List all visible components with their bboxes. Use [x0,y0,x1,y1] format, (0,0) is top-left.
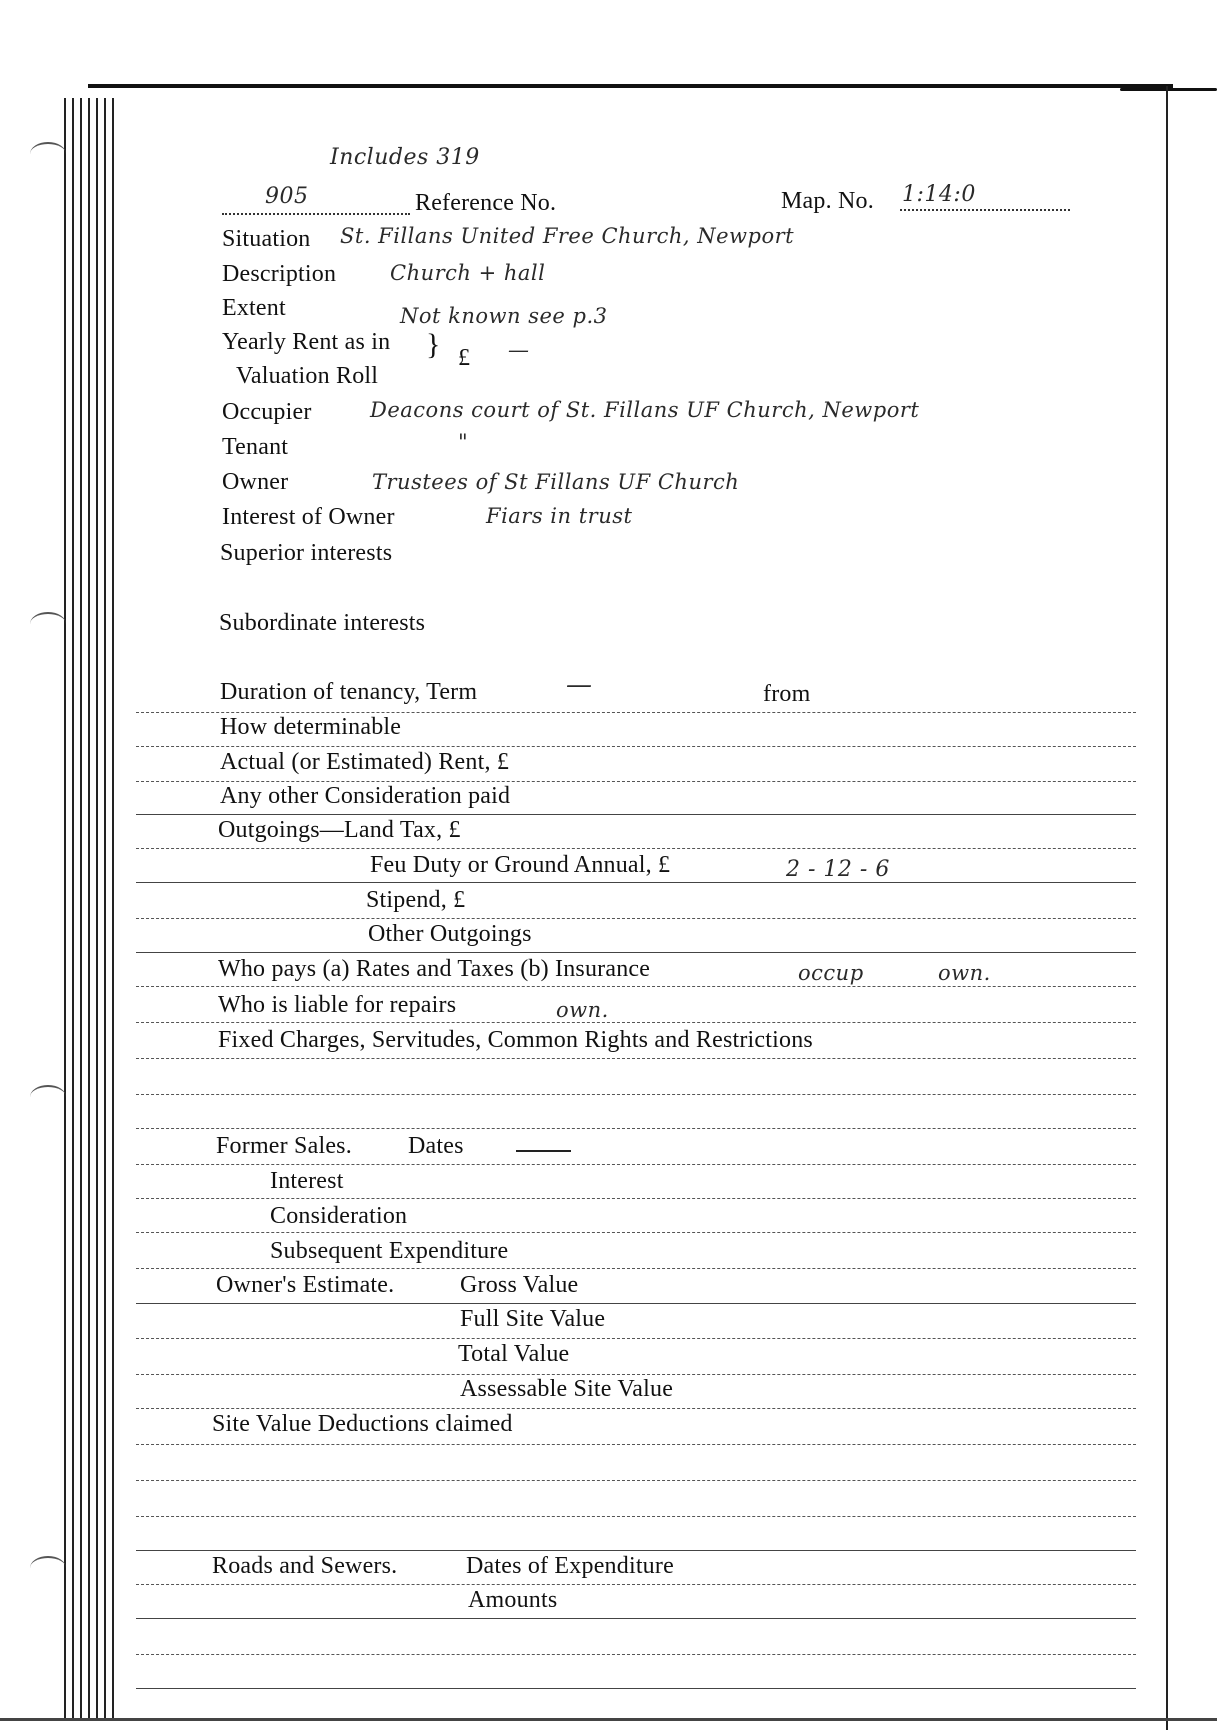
tenant-label: Tenant [222,434,289,460]
binding-line [72,98,74,1718]
ruled-line [136,1164,1136,1165]
yearly-rent-label: Yearly Rent as in [222,329,391,355]
reference-dotted-line [222,213,410,215]
valuation-roll-label: Valuation Roll [236,363,379,389]
binder-ring [30,1085,66,1109]
ruled-line [136,1198,1136,1199]
ruled-line [136,814,1136,815]
feu-duty-value: 2 - 12 - 6 [786,857,890,882]
ruled-line [136,986,1136,987]
extent-label: Extent [222,295,286,321]
roads-sewers-label: Roads and Sewers. [212,1553,398,1579]
description-label: Description [222,261,337,287]
ruled-line [136,882,1136,883]
ruled-line [136,1654,1136,1655]
map-dotted-line [900,209,1070,211]
tenant-value: " [458,430,469,454]
page-top-border [88,84,1173,88]
stipend-label: Stipend, £ [366,887,466,913]
ruled-line [136,1584,1136,1585]
occupier-value: Deacons court of St. Fillans UF Church, Newport [370,398,920,422]
ruled-line [136,952,1136,953]
ruled-line [136,1232,1136,1233]
former-sales-label: Former Sales. [216,1133,352,1159]
repairs-value: own. [556,998,609,1022]
includes-note: Includes 319 [330,145,480,170]
ruled-line [136,848,1136,849]
full-site-value-label: Full Site Value [460,1306,606,1332]
feu-duty-label: Feu Duty or Ground Annual, £ [370,852,671,878]
duration-term-value: — [566,670,593,700]
interest-of-owner-label: Interest of Owner [222,504,395,530]
binder-ring [30,1556,66,1580]
former-sales-dates-label: Dates [408,1133,464,1159]
binding-line [96,98,98,1718]
ruled-line [136,1058,1136,1059]
interest-of-owner-value: Fiars in trust [486,504,633,528]
ruled-line [136,1618,1136,1619]
situation-label: Situation [222,226,311,252]
map-no-label: Map. No. [781,188,874,214]
ruled-line [136,781,1136,782]
rent-brace: } [426,328,441,361]
ruled-line [136,1303,1136,1304]
map-no-value: 1:14:0 [902,182,976,207]
situation-value: St. Fillans United Free Church, Newport [340,224,795,248]
duration-label: Duration of tenancy, Term [220,679,478,705]
ruled-line [136,1022,1136,1023]
binding-line [112,98,114,1718]
assessable-site-value-label: Assessable Site Value [460,1376,674,1402]
subordinate-interests-label: Subordinate interests [219,610,426,636]
site-value-deductions-label: Site Value Deductions claimed [212,1411,513,1437]
other-outgoings-label: Other Outgoings [368,921,532,947]
how-determinable-label: How determinable [220,714,402,740]
ruled-line [136,1408,1136,1409]
total-value-label: Total Value [458,1341,570,1367]
rates-taxes-value: occup [798,961,864,985]
insurance-value: own. [938,961,991,985]
ruled-line [136,1094,1136,1095]
who-pays-label: Who pays (a) Rates and Taxes (b) Insurance [218,956,651,982]
reference-no-value: 905 [265,184,309,209]
ruled-line [136,746,1136,747]
binding-line [80,98,82,1718]
ruled-line [136,1374,1136,1375]
other-consideration-label: Any other Consideration paid [220,783,511,809]
subsequent-expenditure-label: Subsequent Expenditure [270,1238,509,1264]
binding-line [88,98,90,1718]
binder-ring [30,142,66,166]
owner-label: Owner [222,469,289,495]
owner-value: Trustees of St Fillans UF Church [372,470,740,494]
extent-value: Not known see p.3 [400,304,608,328]
ruled-line [136,918,1136,919]
actual-rent-label: Actual (or Estimated) Rent, £ [220,749,510,775]
former-sales-dates-value [516,1150,571,1152]
consideration-label: Consideration [270,1203,408,1229]
ruled-line [136,1128,1136,1129]
interest-label: Interest [270,1168,344,1194]
ruled-line [136,712,1136,713]
who-liable-label: Who is liable for repairs [218,992,457,1018]
ruled-line [136,1268,1136,1269]
outgoings-land-tax-label: Outgoings—Land Tax, £ [218,817,461,843]
ruled-line [136,1338,1136,1339]
ruled-line [136,1480,1136,1481]
facing-page-edge [1120,88,1217,91]
ruled-line [136,1688,1136,1689]
description-value: Church + hall [390,261,546,285]
yearly-rent-value: — [508,338,530,362]
occupier-label: Occupier [222,399,312,425]
ruled-line [136,1550,1136,1551]
binding-line [64,98,66,1718]
binding-line [104,98,106,1718]
gross-value-label: Gross Value [460,1272,579,1298]
ruled-line [136,1516,1136,1517]
dates-of-expenditure-label: Dates of Expenditure [466,1553,674,1579]
amounts-label: Amounts [468,1587,558,1613]
rent-pound-sign: £ [458,345,471,371]
from-label: from [763,681,811,707]
superior-interests-label: Superior interests [220,540,393,566]
binder-ring [30,612,66,636]
fixed-charges-label: Fixed Charges, Servitudes, Common Rights and Restrictions [218,1027,813,1053]
reference-no-label: Reference No. [415,190,557,216]
page-bottom-edge [0,1718,1217,1721]
page-right-border [1166,86,1168,1730]
owners-estimate-label: Owner's Estimate. [216,1272,395,1298]
ruled-line [136,1444,1136,1445]
